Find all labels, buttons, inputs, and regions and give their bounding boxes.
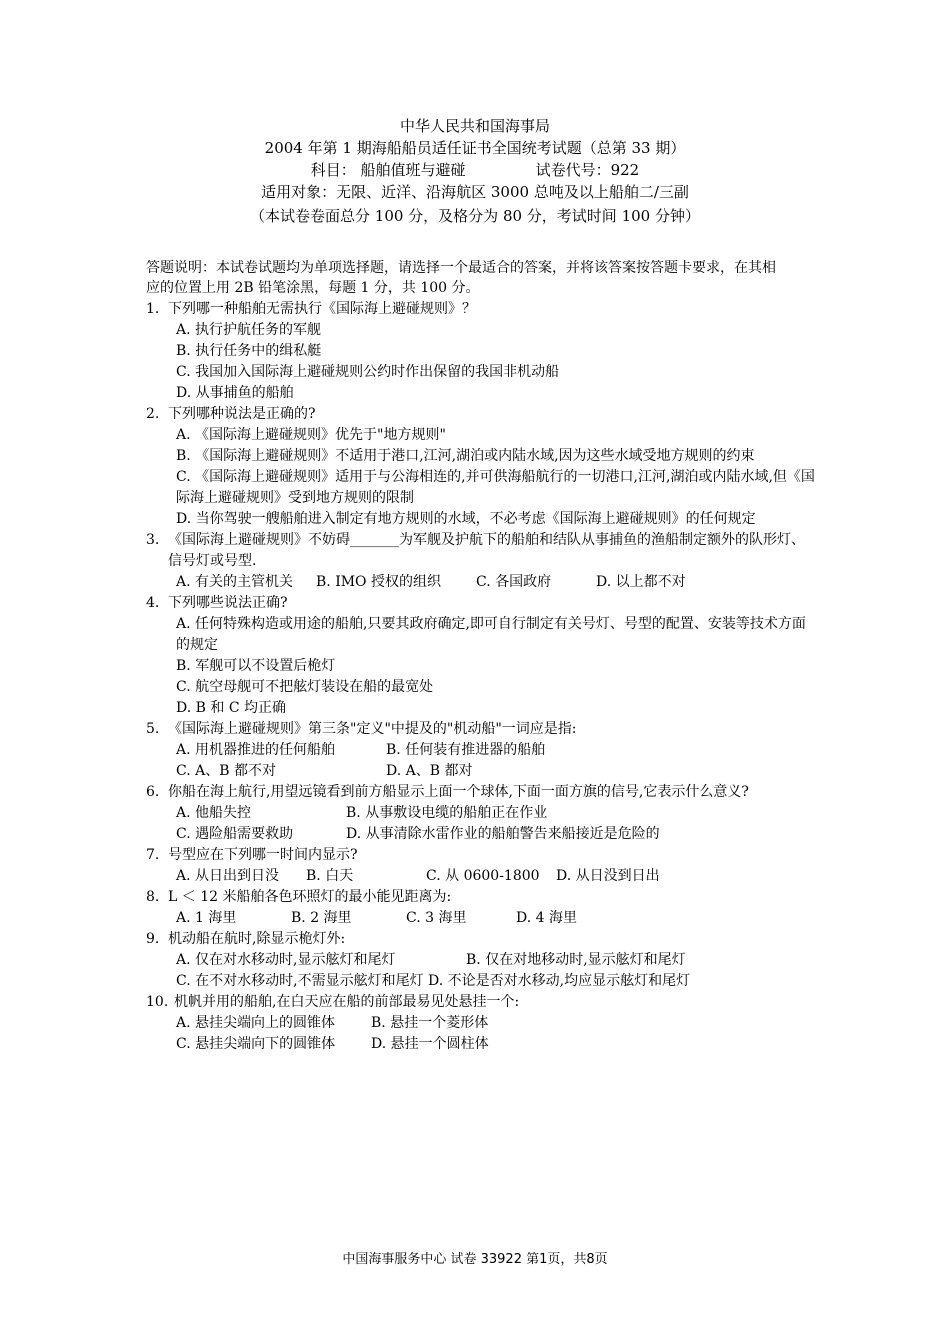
question-item	[146, 929, 816, 992]
answer-option: A. 有关的主管机关	[176, 574, 294, 590]
question-number: 5.	[146, 721, 160, 737]
answer-option: D. 从事捕鱼的船舶	[176, 385, 294, 401]
answer-option: C. 我国加入国际海上避碰规则公约时作出保留的我国非机动船	[176, 364, 560, 380]
answer-option: A. 《国际海上避碰规则》优先于"地方规则"	[176, 427, 446, 443]
answer-option: C. 在不对水移动时,不需显示舷灯和尾灯 D. 不论是否对水移动,均应显示舷灯和尾灯	[176, 973, 691, 989]
exam-title: 2004 年第 1 期海船船员适任证书全国统考试题（总第 33 期）	[264, 139, 686, 157]
answer-option: D. 以上都不对	[596, 574, 686, 590]
subject: 科目： 船舶值班与避碰	[310, 161, 466, 179]
answer-option: D. 从日没到日出	[556, 868, 660, 884]
answer-option: D. 当你驾驶一艘船舶进入制定有地方规则的水域，不必考虑《国际海上避碰规则》的任何规定	[176, 511, 756, 527]
answer-option: B. 任何装有推进器的船舶	[386, 742, 546, 758]
answer-option: A. 他船失控	[176, 805, 252, 821]
answer-option: B. IMO 授权的组织	[316, 574, 441, 590]
answer-option: B. 从事敷设电缆的船舶正在作业	[346, 805, 548, 821]
paper-code: 试卷代号：922	[535, 161, 640, 179]
question-number: 9.	[146, 931, 160, 947]
answer-option: A. 悬挂尖端向上的圆锥体	[176, 1015, 336, 1031]
question-item	[146, 530, 816, 593]
question-item	[146, 299, 816, 404]
question-item	[146, 992, 816, 1055]
question-item	[146, 593, 816, 719]
answer-option: D. 从事清除水雷作业的船舶警告来船接近是危险的	[346, 826, 660, 842]
question-list	[146, 299, 816, 1055]
answer-option: C. 《国际海上避碰规则》适用于与公海相连的,并可供海船航行的一切港口,江河,湖泊或内陆水域,但《国际海上避碰规则》受到地方规则的限制	[176, 469, 815, 506]
answer-option: A. 任何特殊构造或用途的船舶,只要其政府确定,即可自行制定有关号灯、号型的配置、安装等技术方面的规定	[176, 616, 806, 653]
scoring-note: （本试卷卷面总分 100 分，及格分为 80 分，考试时间 100 分钟）	[250, 207, 700, 225]
answer-option: C. 各国政府	[476, 574, 552, 590]
answer-option: B. 军舰可以不设置后桅灯	[176, 658, 336, 674]
question-text: 《国际海上避碰规则》第三条"定义"中提及的"机动船"一词应是指:	[168, 721, 577, 737]
answer-option: D. B 和 C 均正确	[176, 700, 286, 716]
answer-option: B. 悬挂一个菱形体	[371, 1015, 489, 1031]
question-text: 《国际海上避碰规则》不妨碍_______为军舰及护航下的船舶和结队从事捕鱼的渔船制定额外的队形灯、信号灯或号型.	[168, 532, 805, 569]
question-number: 8.	[146, 889, 160, 905]
page-footer: 中国海事服务中心 试卷 33922 第1页，共8页	[342, 1252, 608, 1267]
question-number: 2.	[146, 406, 160, 422]
answer-option: A. 从日出到日没	[176, 868, 280, 884]
answer-option: C. A、B 都不对	[176, 763, 276, 779]
question-item	[146, 782, 816, 845]
org-title: 中华人民共和国海事局	[399, 117, 550, 135]
question-text: 你船在海上航行,用望远镜看到前方船显示上面一个球体,下面一面方旗的信号,它表示什么意义?	[168, 784, 749, 800]
answer-option: C. 悬挂尖端向下的圆锥体	[176, 1036, 336, 1052]
question-number: 3.	[146, 532, 160, 548]
answer-option: C. 3 海里	[406, 910, 467, 926]
subject-line	[0, 159, 950, 181]
question-text: 机帆并用的船舶,在白天应在船的前部最易见处悬挂一个:	[174, 994, 520, 1010]
question-text: L ＜ 12 米船舶各色环照灯的最小能见距离为:	[168, 889, 452, 905]
answer-option: A. 用机器推进的任何船舶	[176, 742, 336, 758]
answer-option: C. 遇险船需要救助	[176, 826, 294, 842]
answer-option: B. 白天	[306, 868, 354, 884]
applicable-to: 适用对象：无限、近洋、沿海航区 3000 总吨及以上船舶二/三副	[261, 183, 689, 201]
answer-option: B. 执行任务中的缉私艇	[176, 343, 322, 359]
answer-option: C. 航空母舰可不把舷灯装设在船的最宽处	[176, 679, 434, 695]
question-number: 1.	[146, 301, 160, 317]
answer-option: A. 1 海里	[176, 910, 237, 926]
question-text: 下列哪种说法是正确的?	[168, 406, 316, 422]
question-text: 号型应在下列哪一时间内显示?	[168, 847, 358, 863]
answer-option: B. 《国际海上避碰规则》不适用于港口,江河,湖泊或内陆水域,因为这些水域受地方规则的约束	[176, 448, 755, 464]
question-item	[146, 719, 816, 782]
answer-option: D. 4 海里	[516, 910, 577, 926]
question-number: 4.	[146, 595, 160, 611]
question-number: 6.	[146, 784, 160, 800]
question-text: 下列哪一种船舶无需执行《国际海上避碰规则》？	[168, 301, 476, 317]
question-text: 机动船在航时,除显示桅灯外:	[168, 931, 346, 947]
question-number: 10.	[146, 994, 169, 1010]
instructions: 答题说明：本试卷试题均为单项选择题，请选择一个最适合的答案，并将该答案按答题卡要求，在其相应的位置上用 2B 铅笔涂黑，每题 1 分，共 100 分。	[146, 260, 776, 296]
answer-option: D. 悬挂一个圆柱体	[371, 1036, 489, 1052]
answer-option: A. 仅在对水移动时,显示舷灯和尾灯	[176, 952, 396, 968]
question-text: 下列哪些说法正确?	[168, 595, 288, 611]
question-item	[146, 845, 816, 887]
answer-option: B. 2 海里	[291, 910, 352, 926]
question-item	[146, 887, 816, 929]
answer-option: A. 执行护航任务的军舰	[176, 322, 322, 338]
answer-option: B. 仅在对地移动时,显示舷灯和尾灯	[466, 952, 686, 968]
question-item	[146, 404, 816, 530]
answer-option: D. A、B 都对	[386, 763, 473, 779]
answer-option: C. 从 0600-1800	[426, 868, 540, 884]
question-number: 7.	[146, 847, 160, 863]
